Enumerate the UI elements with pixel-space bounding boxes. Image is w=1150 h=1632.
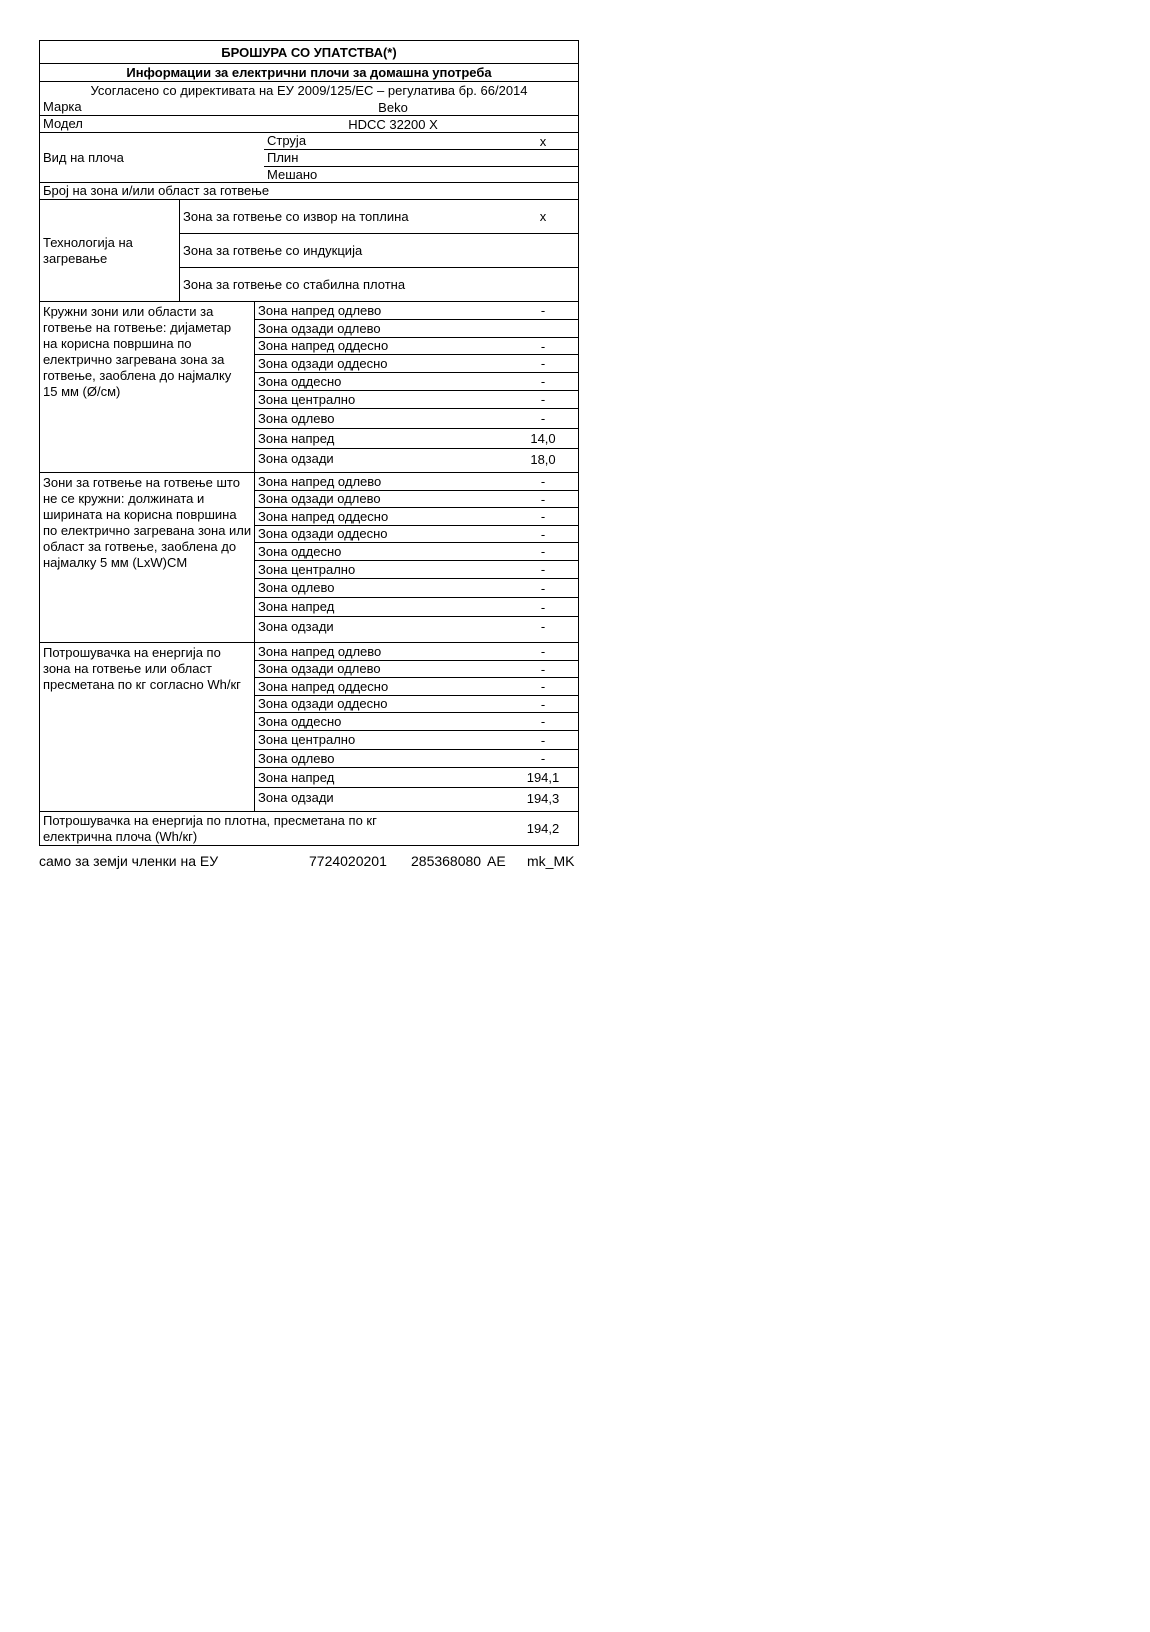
zone-row — [255, 429, 578, 449]
zone-label: Зона одлево — [258, 410, 335, 426]
zone-row — [255, 409, 578, 429]
zone-value: - — [540, 661, 546, 677]
option-label: Зона за готвење со индукција — [183, 242, 363, 258]
circular-zones-section — [40, 302, 578, 473]
zone-label: Зона одзади — [258, 451, 334, 466]
zone-label: Зона одзади — [258, 790, 334, 805]
zone-label: Зона напред — [258, 599, 335, 614]
zone-row — [255, 678, 578, 696]
total-energy-row — [40, 812, 578, 846]
plate-type-option — [264, 133, 578, 150]
zone-label: Зона одзади одлево — [258, 320, 381, 336]
zone-value: - — [540, 732, 546, 748]
heating-tech-section — [40, 200, 578, 302]
zone-value: 18,0 — [530, 451, 556, 467]
footer — [39, 848, 577, 874]
zone-row — [255, 355, 578, 373]
zone-value: 14,0 — [530, 431, 556, 446]
directive-text: Усогласено со директивата на ЕУ 2009/125/ЕС – регулатива бр. 66/2014 — [90, 83, 528, 98]
brand-value: Beko — [378, 99, 408, 115]
zone-value: - — [540, 356, 546, 371]
noncircular-label: Зони за готвење на готвење што не се кружни: должината и ширината на корисна површина по електрично загревана зона или област за готвење, заоблена до најмалку 5 мм (LxW)CM — [43, 475, 252, 570]
zone-value: - — [540, 580, 546, 596]
energy-zones-section — [40, 643, 578, 812]
heating-tech-option — [180, 200, 578, 234]
zone-value: - — [540, 303, 546, 318]
brand-row — [40, 99, 578, 116]
zone-label: Зона одлево — [258, 750, 335, 766]
zone-row — [255, 561, 578, 579]
footer-code1: 7724020201 — [309, 853, 387, 869]
zones-count-row — [40, 183, 578, 200]
zone-label: Зона оддесно — [258, 373, 342, 389]
zone-value: - — [540, 696, 546, 712]
zone-label: Зона централно — [258, 391, 356, 407]
energy-label: Потрошувачка на енергија по зона на готвење или област пресметана по кг согласно Wh/кг — [43, 645, 241, 692]
zone-label: Зона централно — [258, 561, 356, 577]
info-sheet — [39, 40, 579, 846]
zone-label: Зона напред оддесно — [258, 678, 389, 694]
zone-value: - — [540, 491, 546, 507]
zone-value: 194,1 — [526, 770, 560, 785]
zone-label: Зона централно — [258, 732, 356, 747]
zone-row — [255, 373, 578, 391]
zone-label: Зона одзади оддесно — [258, 355, 388, 371]
footer-code3: AE — [487, 853, 506, 869]
zone-value: - — [540, 644, 546, 659]
zone-row — [255, 579, 578, 598]
zone-value: - — [540, 338, 546, 354]
model-label: Модел — [43, 116, 83, 131]
zone-row — [255, 473, 578, 491]
zone-row — [255, 449, 578, 469]
zone-row — [255, 491, 578, 508]
total-energy-value: 194,2 — [526, 821, 560, 836]
sheet-subtitle — [40, 64, 578, 82]
heating-tech-option — [180, 268, 578, 301]
zone-label: Зона напред — [258, 769, 335, 785]
zone-row — [255, 617, 578, 636]
zone-row — [255, 320, 578, 338]
noncircular-zones-section — [40, 473, 578, 643]
total-energy-label: Потрошувачка на енергија по плотна, пресметана по кг електрична плоча (Wh/кг) — [43, 812, 377, 844]
zone-value: - — [540, 544, 546, 559]
zone-row — [255, 731, 578, 750]
footer-locale: mk_MK — [527, 853, 575, 869]
option-value: x — [539, 133, 547, 149]
zone-value: - — [540, 599, 546, 615]
zone-label: Зона оддесно — [258, 713, 342, 729]
zones-count-label: Број на зона и/или област за готвење — [43, 183, 270, 198]
zone-value: - — [540, 474, 546, 489]
zone-row — [255, 696, 578, 713]
zone-row — [255, 508, 578, 526]
zone-label: Зона напред одлево — [258, 473, 382, 489]
zone-label: Зона оддесно — [258, 543, 342, 559]
zone-value: - — [540, 411, 546, 426]
zone-row — [255, 768, 578, 788]
option-value: x — [539, 209, 547, 224]
zone-value: - — [540, 562, 546, 577]
zone-row — [255, 643, 578, 661]
zone-row — [255, 788, 578, 808]
zone-label: Зона одзади оддесно — [258, 526, 388, 541]
option-label: Зона за готвење со стабилна плотна — [183, 276, 406, 292]
brand-label: Марка — [43, 99, 82, 114]
zone-value: - — [540, 679, 546, 694]
plate-type-label: Вид на плоча — [43, 149, 124, 165]
zone-value: - — [540, 526, 546, 542]
sheet-title — [40, 41, 578, 64]
directive-line — [40, 82, 578, 99]
footer-note: само за земји членки на ЕУ — [39, 853, 219, 869]
zone-label: Зона одзади — [258, 618, 334, 634]
zone-label: Зона одлево — [258, 580, 335, 595]
option-label: Мешано — [267, 167, 318, 182]
zone-value: 194,3 — [526, 790, 560, 806]
zone-row — [255, 391, 578, 409]
zone-row — [255, 661, 578, 678]
plate-type-option — [264, 150, 578, 167]
zone-value: - — [540, 714, 546, 729]
zone-label: Зона напред одлево — [258, 643, 382, 659]
option-label: Струја — [267, 133, 307, 148]
zone-row — [255, 526, 578, 543]
plate-type-section — [40, 133, 578, 183]
zone-label: Зона одзади одлево — [258, 491, 381, 506]
zone-row — [255, 750, 578, 768]
zone-label: Зона напред оддесно — [258, 338, 389, 353]
zone-label: Зона одзади оддесно — [258, 696, 388, 711]
zone-label: Зона одзади одлево — [258, 661, 381, 676]
heating-tech-option — [180, 234, 578, 268]
zone-value: - — [540, 751, 546, 766]
model-value: HDCC 32200 X — [348, 116, 438, 132]
option-label: Плин — [267, 150, 299, 165]
zone-row — [255, 543, 578, 561]
zone-value: - — [540, 392, 546, 407]
option-label: Зона за готвење со извор на топлина — [183, 208, 409, 224]
zone-row — [255, 598, 578, 617]
zone-label: Зона напред оддесно — [258, 508, 389, 524]
zone-value: - — [540, 619, 546, 634]
title-text: БРОШУРА СО УПАТСТВА(*) — [221, 44, 397, 60]
zone-label: Зона напред одлево — [258, 302, 382, 318]
zone-value: - — [540, 509, 546, 524]
circular-label: Кружни зони или области за готвење на готвење: дијаметар на корисна површина по електрично загревана зона за готвење, заоблена до најмалку 15 мм (Ø/см) — [43, 304, 232, 399]
footer-code2: 285368080 — [411, 853, 482, 869]
heating-tech-label: Технологија на загревање — [43, 234, 133, 266]
zone-value: - — [540, 374, 546, 389]
zone-row — [255, 338, 578, 355]
zone-row — [255, 713, 578, 731]
model-row — [40, 116, 578, 133]
zone-label: Зона напред — [258, 430, 335, 446]
plate-type-option — [264, 167, 578, 183]
zone-row — [255, 302, 578, 320]
subtitle-text: Информации за електрични плочи за домашна употреба — [126, 65, 492, 80]
